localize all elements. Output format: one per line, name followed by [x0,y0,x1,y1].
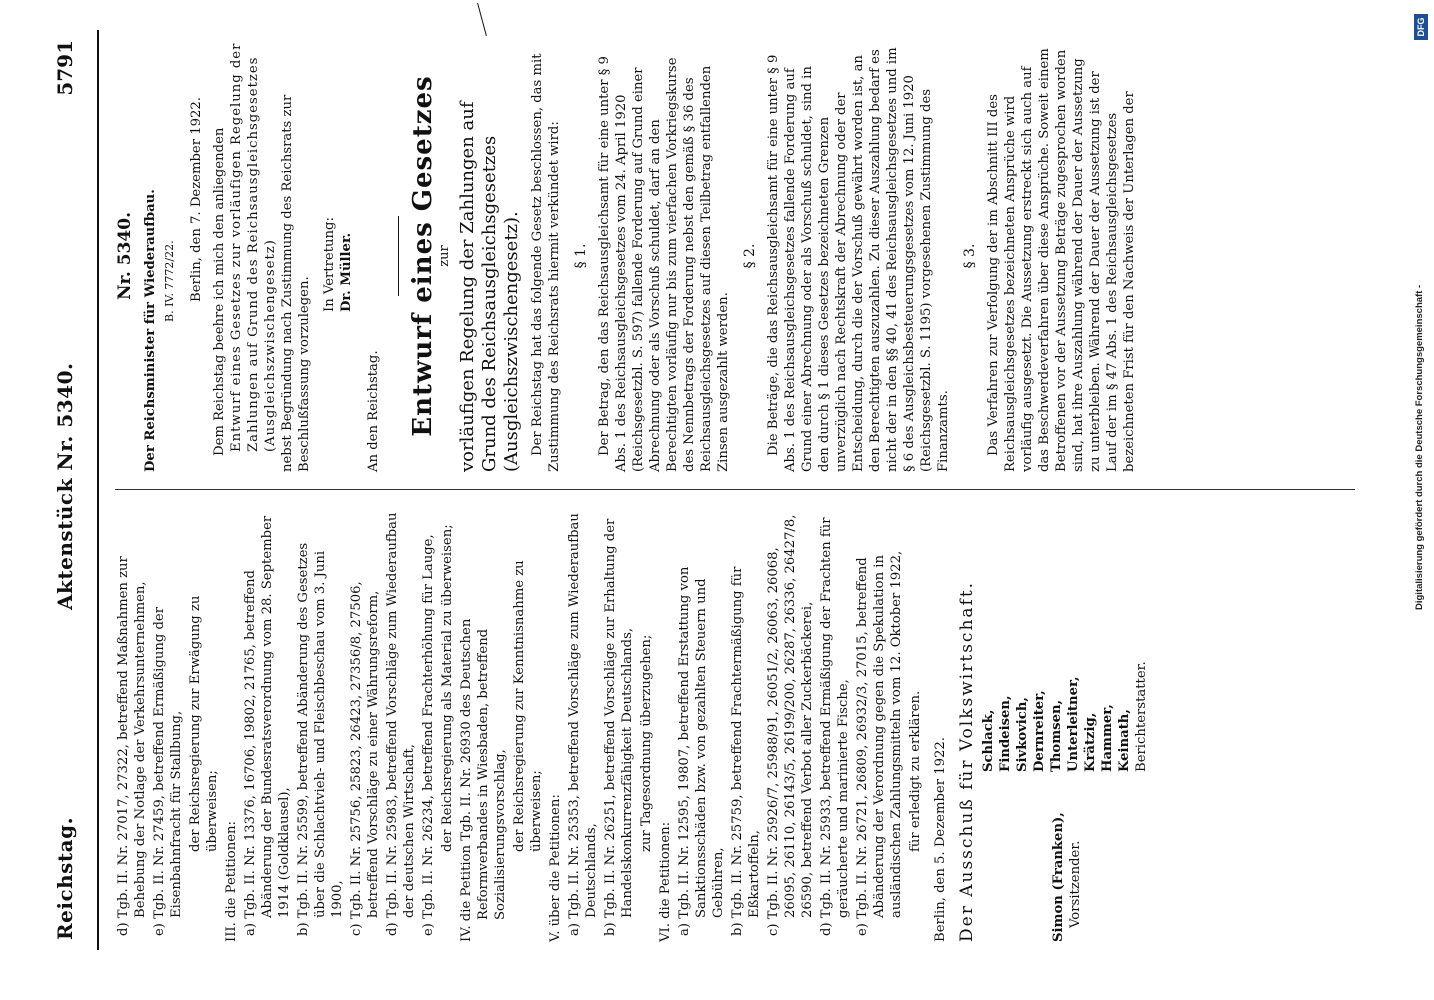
left-line-8: e) Tgb. II. Nr. 26234, betreffend Frachterhöhung für Lauge, [421,534,436,936]
left-line-7: d) Tgb. II. Nr. 25983, betreffend Vorschläge zum Wiederaufbau der deutschen Wirtschaft, [385,512,417,936]
member-name: Krätzig, [1083,712,1098,772]
section-text: Der Betrag, den das Reichsausgleichsamt für eine unter § 9 Abs. 1 des Reichsausgleichsgesetzes vom 24. April 1920 (Reichsgesetzbl. S. 597) fallende Forderung auf Grund einer Abrechnung oder als Vorschuß schuldet, darf an den Berechtigten vorläufig nur bis zum vierfachen Vorkriegskurse des Nennbetrags der Forderung nebst den gemäß § 36 des Reichsausgleichsgesetzes auf diesen Teilbetrag entfallenden Zinsen ausgezahlt werden. [597,56,731,472]
left-line-19: c) Tgb. II. Nr. 25926/7, 25988/91, 26051/2, 26063, 26068, 26095, 26110, 26143/5, 26199/200, 26287, 26336, 26427/8, 26590, betreffend Verbot aller Zuckerbäckerei, [766,514,815,936]
document-page [45,30,1415,950]
right-column [115,40,1138,472]
member-list [980,661,1150,772]
letter-intro-end: nebst Begründung nach Zustimmung des Reichsrats zur Beschlußfassung vorzulegen. [280,94,312,472]
left-line-23: Berlin, den 5. Dezember 1922. [933,737,948,942]
signature-name-text: Dr. Müller. [339,232,354,312]
section-label: § 2. [742,243,758,269]
document-nr: Nr. 5340. [115,212,135,301]
left-line-2: der Reichsregierung zur Erwägung zu überweisen; [188,595,220,852]
left-line-9: der Reichsregierung als Material zu überweisen; [440,524,455,852]
left-line-14: b) Tgb. II. Nr. 26251, betreffend Vorschläge zur Erhaltung der Handelskonkurrenzfähigkeit Deutschlands, [603,518,635,936]
law-sections [573,40,1138,472]
letter-date: Berlin, den 7. Dezember 1922. [189,97,204,302]
signatories [980,510,1149,942]
page-number: 5791 [53,40,77,96]
column-divider [115,489,1355,490]
section-label: § 1. [573,243,589,269]
signature-role: In Vertretung: [322,217,337,312]
member-name: Unterleitner, [1066,676,1081,772]
section-text: Das Verfahren zur Verfolgung der im Abschnitt III des Reichsausgleichsgesetzes bezeichneten Ansprüche wird vorläufig ausgesetzt. Die Aussetzung erstreckt sich auch auf das Beschwerdeverfahren über diese Ansprüche. Soweit einem Betroffenen vor der Aussetzung Beträge zugesprochen worden sind, hat ihre Auszahlung während der Dauer der Aussetzung zu unterbleiben. Während der Dauer der Aussetzung ist der Lauf der im § 47 Abs. 1 des Reichsausgleichsgesetzes bezeichneten Frist für den Nachweis der Unterlagen der [986,48,1137,472]
section-text: Die Beträge, die das Reichsausgleichsamt für eine unter § 9 Abs. 1 des Reichsausgleichsgesetzes fallende Forderung auf Grund einer Abrechnung oder als Vorschuß schuldet, sind in den durch § 1 dieses Gesetzes bezeichneten Grenzen unverzüglich nach Rechtskraft der Abrechnung oder der Entscheidung, durch die der Vorschuß gewährt worden ist, an den Berechtigten auszuzahlen. Zu dieser Auszahlung bedarf es nicht der in den §§ 40, 41 des Reichsausgleichsgesetzes und im § 6 des Ausgleichsbesteuerungsgesetzes vom 12. Juni 1920 (Reichsgesetzbl. S. 1195) vorgesehenen Zustimmung des Finanzamts. [766,47,951,472]
member-name: Keinath, [1117,709,1132,772]
chair-role: Vorsitzender. [1068,840,1083,928]
left-column [115,510,1149,942]
side-caption: Digitalisierung gefördert durch die Deutsche Forschungsgemeinschaft - [1414,284,1425,610]
left-line-10: IV. die Petition Tgb. II. Nr. 26930 des Deutschen Reformverbandes in Wiesbaden, betreffend Sozialisierungsvorschlag, [459,618,508,942]
digitization-caption [1412,0,1432,1000]
ministry-reference: B. IV. 7772/22. [163,240,176,322]
dfg-logo: DFG [1414,14,1428,40]
left-line-4: a) Tgb. II. Nr. 13376, 16706, 19802, 21765, betreffend Abänderung der Bundesratsverordnung vom 28. September 1914 (Goldklausel), [243,515,292,936]
member-name: Thomsen, [1049,699,1064,772]
left-line-16: VI. die Petitionen: [658,821,673,942]
left-line-12: V. über die Petitionen: [548,794,563,942]
page-header [45,30,101,950]
left-line-15: zur Tagesordnung überzugehen; [639,634,654,852]
member-name: Findeisen, [998,695,1013,772]
left-line-1: e) Tgb. II. Nr. 27459, betreffend Ermäßigung der Eisenbahnfracht für Stallbung, [152,606,184,936]
header-left: Reichstag. [53,816,77,940]
left-line-0: d) Tgb. II. Nr. 27017, 27322, betreffend Maßnahmen zur Behebung der Notlage der Verkehrsunternehmen, [116,556,148,936]
addressee: An den Reichstag. [366,350,381,472]
member-name: Schlack, [981,709,996,772]
left-column-lines [115,510,949,942]
left-line-22: für erledigt zu erklären. [908,690,923,852]
left-line-13: a) Tgb. II. Nr. 25353, betreffend Vorschläge zum Wiederaufbau Deutschlands, [567,513,599,936]
section-label: § 3. [962,243,978,269]
law-zur: zur [437,245,452,267]
ministry: Der Reichsminister für Wiederaufbau. [143,189,158,472]
law-title: Entwurf eines Gesetzes [408,75,438,437]
left-line-5: b) Tgb. II. Nr. 25599, betreffend Abänderung des Gesetzes über die Schlachtvieh- und Fleischbeschau vom 3. Juni 1900, [296,542,345,936]
member-name: Hammer, [1100,704,1115,772]
chair-name: Simon (Franken), [1051,812,1066,942]
left-line-3: III. die Petitionen: [224,821,239,942]
preamble: Der Reichstag hat das folgende Gesetz beschlossen, das mit Zustimmung des Reichsrats hiermit verkündet wird: [530,53,562,472]
member-names [980,661,1133,772]
left-line-11: der Reichsregierung zur Kenntnisnahme zu überweisen; [512,560,544,852]
signature-name [338,40,355,472]
left-line-20: d) Tgb. II. Nr. 25933, betreffend Ermäßigung der Frachten für geräucherte und marinierte Fische, [819,517,851,936]
left-line-17: a) Tgb. II. Nr. 12595, 19807, betreffend Erstattung von Sanktionsschäden bzw. von gezahlten Steuern und Gebühren, [677,566,726,936]
separator-rule [398,216,399,296]
reporter-role: Berichterstatter. [1134,661,1149,772]
member-name: Dernreiter, [1032,690,1047,772]
member-name: Sivkovich, [1015,696,1030,772]
left-line-21: e) Tgb. II. Nr. 26721, 26809, 26932/3, 27015, betreffend Abänderung der Verordnung gegen die Spekulation in ausländischen Zahlungsmitteln vom 12. Oktober 1922, [855,550,904,936]
committee-name: Der Ausschuß für Volkswirtschaft. [957,580,977,942]
pen-mark [477,3,487,36]
letter-intro: Dem Reichstag beehre ich mich den anliegenden [212,127,227,456]
header-rule [97,30,99,950]
left-line-18: b) Tgb. II. Nr. 25759, betreffend Frachtermäßigung für Eßkartoffeln, [730,566,762,936]
header-document-number: Aktenstück Nr. 5340. [53,362,77,610]
left-line-6: c) Tgb. II. Nr. 25756, 25823, 26423, 27356/8, 27506, betreffend Vorschläge zu einer Währungsreform, [349,581,381,936]
law-reference: Entwurf eines Gesetzes zur vorläufigen Regelung der Zahlungen auf Grund des Reichsausgleichsgesetzes (Ausgleichszwischengesetz) [229,42,278,452]
law-subtitle: vorläufigen Regelung der Zahlungen auf Grund des Reichsausgleichsgesetzes (Ausgleichszwischengesetz). [457,101,522,472]
chair [1050,812,1084,942]
